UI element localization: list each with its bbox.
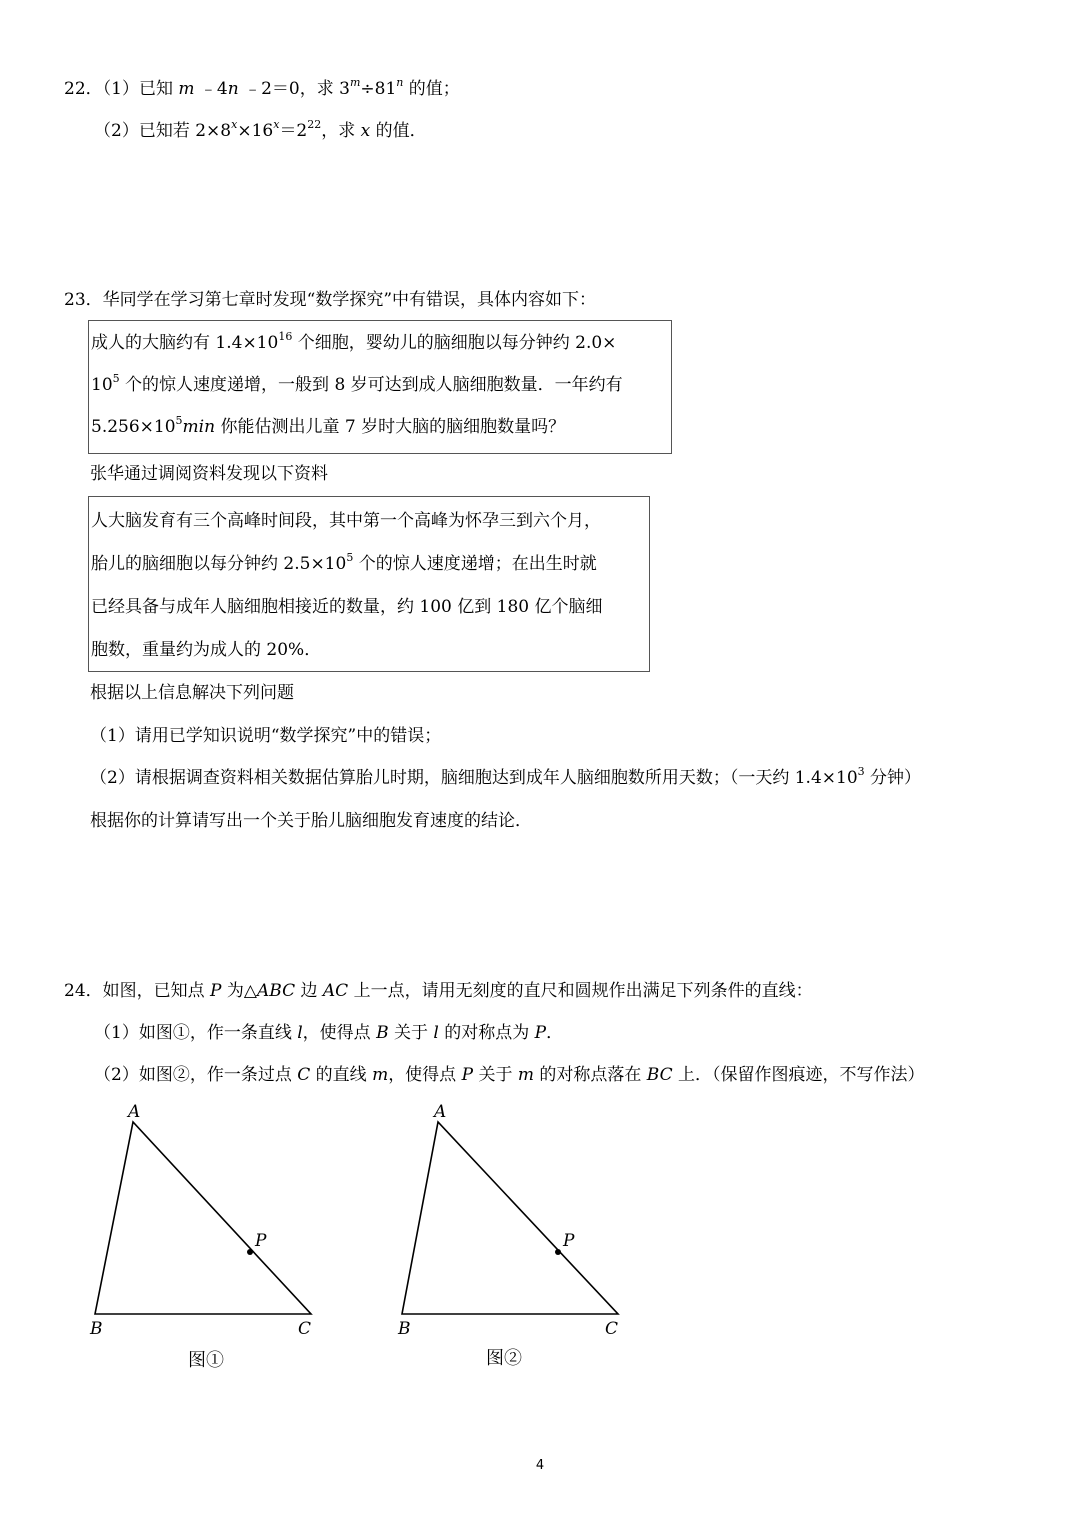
label-p: P [255,1231,267,1251]
label-b: B [90,1319,103,1339]
q24-part2: （2）如图②，作一条过点 C 的直线 m，使得点 P 关于 m 的对称点落在 BC 上．（保留作图痕迹，不写作法） [94,1065,925,1085]
box2-line4: 胞数，重量约为成人的 20%． [91,640,322,660]
point-p [555,1249,561,1255]
triangle-abc [95,1122,311,1314]
figure-2 [388,1100,648,1390]
label-b: B [398,1319,411,1339]
figure-1-caption: 图① [188,1350,224,1371]
box1-line2: $10^5$ 个的惊人速度递增，一般到 8 岁可达到成人脑细胞数量．一年约有 [91,372,623,395]
label-c: C [298,1319,312,1339]
label-a: A [434,1102,447,1122]
box2-line3: 已经具备与成年人脑细胞相接近的数量，约 100 亿到 180 亿个脑细 [91,597,603,617]
box1-line3: $5.256\times 10^5\min$ 你能估测出儿童 7 岁时大脑的脑细胞数量吗？ [91,414,566,437]
figure-1 [80,1100,340,1390]
q23-intro: 23．华同学在学习第七章时发现“数学探究”中有错误，具体内容如下： [64,290,597,310]
q23-textbox-2 [88,496,650,672]
point-p [247,1249,253,1255]
triangle-abc [402,1122,618,1314]
q23-textbox-1 [88,320,672,454]
box2-line1: 人大脑发育有三个高峰时间段，其中第一个高峰为怀孕三到六个月， [91,511,601,531]
q22-part1: 22．（1）已知 m ﹣4n ﹣2＝0，求 $3^m\div 81^n$ 的值； [64,76,460,99]
q23-solve-heading: 根据以上信息解决下列问题 [90,683,294,703]
q23-part3: 根据你的计算请写出一个关于胎儿脑细胞发育速度的结论． [90,811,532,831]
q22-part2: （2）已知若 $2\times 8^x\times 16^x=2^{22}$，求 x 的值． [94,118,427,141]
label-p: P [563,1231,575,1251]
label-a: A [128,1102,141,1122]
q24-intro: 24．如图，已知点 P 为△ABC 边 AC 上一点，请用无刻度的直尺和圆规作出满足下列条件的直线： [64,981,813,1001]
q23-part1: （1）请用已学知识说明“数学探究”中的错误； [90,726,442,746]
figure-2-caption: 图② [486,1348,522,1369]
box1-line1: 成人的大脑约有 $1.4\times 10^{16}$ 个细胞，婴幼儿的脑细胞以每分钟约 2.0× [91,330,617,353]
q23-mid-text: 张华通过调阅资料发现以下资料 [90,464,328,484]
box2-line2: 胎儿的脑细胞以每分钟约 $2.5\times 10^5$ 个的惊人速度递增；在出生时就 [91,551,597,574]
q23-part2: （2）请根据调查资料相关数据估算胎儿时期，脑细胞达到成年人脑细胞数所用天数；（一天约 $1.4\times 10^3$ 分钟） [90,765,922,788]
label-c: C [605,1319,619,1339]
q24-part1: （1）如图①，作一条直线 l，使得点 B 关于 l 的对称点为 P． [94,1023,564,1043]
page-number: 4 [535,1458,545,1473]
